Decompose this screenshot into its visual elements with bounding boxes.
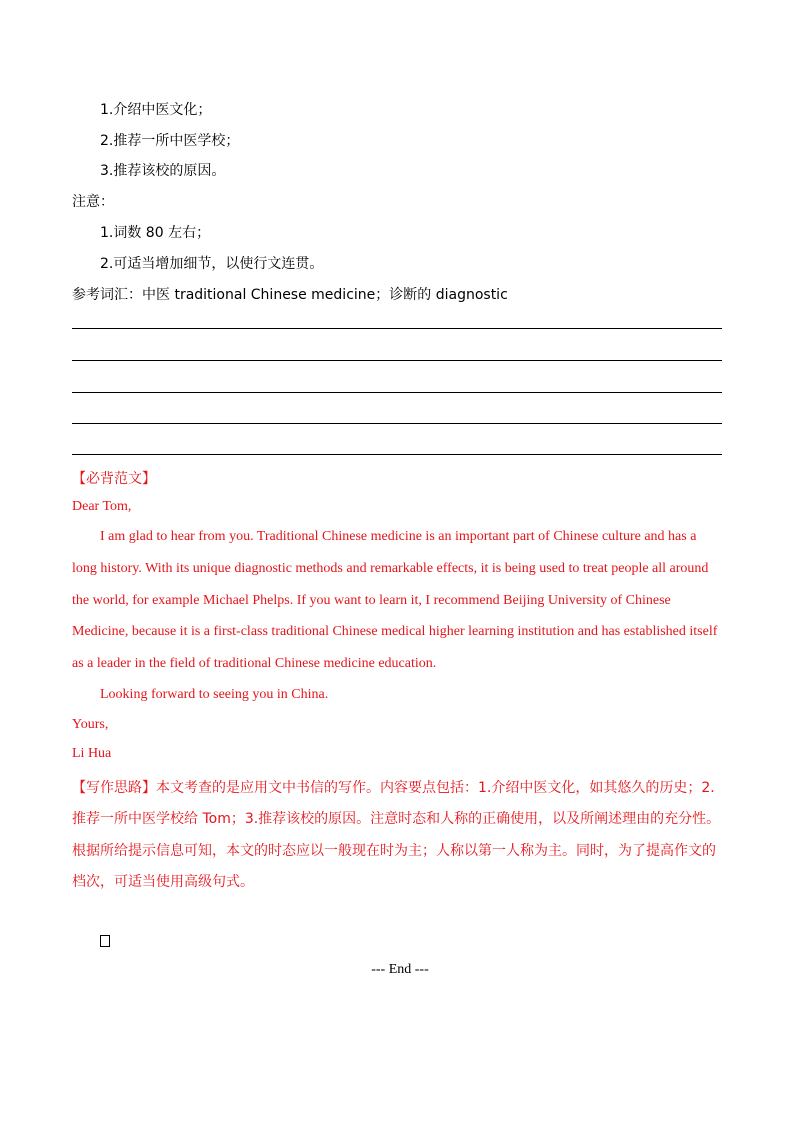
analysis-line-2: 推荐一所中医学校给 Tom；3.推荐该校的原因。注意时态和人称的正确使用，以及所阐述理由的充分性。	[72, 811, 721, 827]
signoff: Yours,	[72, 717, 109, 732]
essay-line-3: the world, for example Michael Phelps. If you want to learn it, I recommend Beijing University of Chinese	[72, 593, 671, 608]
task-point-2: 2.推荐一所中医学校；	[100, 133, 240, 149]
salutation: Dear Tom,	[72, 499, 132, 514]
essay-line-4: Medicine, because it is a first-class traditional Chinese medical higher learning institution and has established itself	[72, 624, 718, 639]
vocab-line: 参考词汇：中医 traditional Chinese medicine；诊断的 diagnostic	[72, 287, 508, 303]
analysis-line-1: 【写作思路】本文考查的是应用文中书信的写作。内容要点包括：1.介绍中医文化，如其悠久的历史；2.	[72, 780, 715, 796]
signature: Li Hua	[72, 746, 112, 761]
essay-line-2: long history. With its unique diagnostic methods and remarkable effects, it is being used to treat people all around	[72, 561, 709, 576]
model-essay-heading: 【必背范文】	[72, 471, 156, 487]
closing-line: Looking forward to seeing you in China.	[100, 687, 329, 702]
note-1: 1.词数 80 左右；	[100, 225, 211, 241]
answer-line-4	[72, 423, 722, 424]
answer-line-5	[72, 454, 722, 455]
end-marker: --- End ---	[371, 962, 429, 977]
notes-label: 注意：	[72, 194, 114, 210]
note-2: 2.可适当增加细节，以使行文连贯。	[100, 256, 324, 272]
answer-line-2	[72, 360, 722, 361]
task-point-3: 3.推荐该校的原因。	[100, 163, 226, 179]
essay-line-1: I am glad to hear from you. Traditional Chinese medicine is an important part of Chinese culture and has a	[100, 529, 697, 544]
analysis-line-4: 档次，可适当使用高级句式。	[72, 874, 254, 890]
analysis-line-3: 根据所给提示信息可知，本文的时态应以一般现在时为主；人称以第一人称为主。同时，为了提高作文的	[72, 843, 716, 859]
placeholder-box-icon	[100, 935, 110, 947]
task-point-1: 1.介绍中医文化；	[100, 102, 212, 118]
essay-line-5: as a leader in the field of traditional Chinese medicine education.	[72, 656, 437, 671]
answer-line-1	[72, 328, 722, 329]
answer-line-3	[72, 392, 722, 393]
